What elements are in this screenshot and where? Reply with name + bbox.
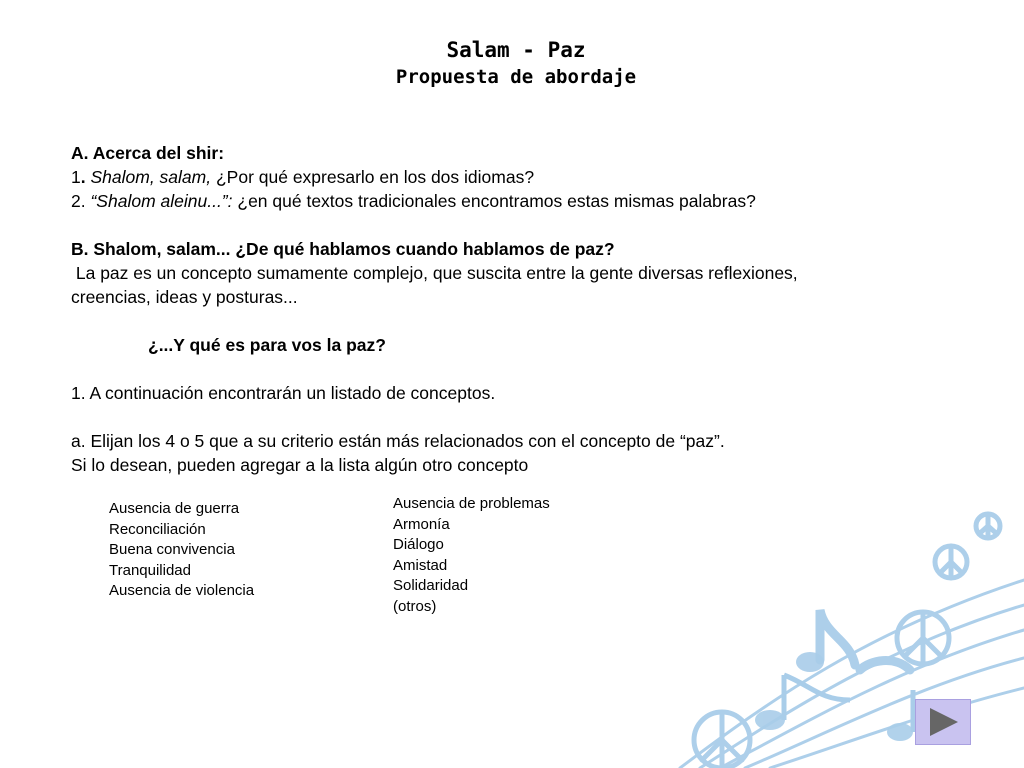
slide-content xyxy=(71,141,951,477)
concepts-list-right xyxy=(393,494,550,617)
section-a-item-2 xyxy=(71,189,951,213)
instruction-line-1: a. Elijan los 4 o 5 que a su criterio están más relacionados con el concepto de “paz”. xyxy=(71,431,725,451)
concept-item: Diálogo xyxy=(393,536,444,553)
slide-title-block xyxy=(0,36,1024,90)
section-a-item-1 xyxy=(71,165,951,189)
item-1-dot: . xyxy=(80,167,86,187)
slide-subtitle: Propuesta de abordaje xyxy=(395,66,637,88)
section-b-paragraph-line-1: La paz es un concepto sumamente complejo, que suscita entre la gente diversas reflexiones, xyxy=(71,263,798,283)
concept-item: Ausencia de guerra xyxy=(109,500,240,517)
section-a-heading: A. Acerca del shir: xyxy=(71,143,225,163)
next-slide-button[interactable] xyxy=(915,699,971,745)
concept-item: Amistad xyxy=(393,556,448,574)
peace-question: ¿...Y qué es para vos la paz? xyxy=(148,335,386,355)
item-2-text: ¿en qué textos tradicionales encontramos estas mismas palabras? xyxy=(237,191,756,211)
item-1-italic: Shalom, salam, xyxy=(90,167,212,187)
play-arrow-icon xyxy=(926,706,960,738)
concept-item: Reconciliación xyxy=(109,520,206,538)
item-1-text: ¿Por qué expresarlo en los dos idiomas? xyxy=(215,167,535,187)
concept-item: Tranquilidad xyxy=(109,561,191,579)
item-2-number: 2. xyxy=(71,191,86,211)
concept-item: Buena convivencia xyxy=(109,541,235,558)
concept-item: Ausencia de problemas xyxy=(393,495,550,512)
item-1-number: 1 xyxy=(71,167,81,187)
section-b-heading: B. Shalom, salam... ¿De qué hablamos cuando hablamos de paz? xyxy=(71,239,615,259)
concept-item: (otros) xyxy=(393,597,437,615)
slide-title: Salam - Paz xyxy=(446,38,586,62)
concept-item: Solidaridad xyxy=(393,577,469,594)
concept-item: Armonía xyxy=(393,515,450,533)
section-b-paragraph-line-2: creencias, ideas y posturas... xyxy=(71,287,298,307)
concepts-list-left xyxy=(109,499,254,602)
concept-item: Ausencia de violencia xyxy=(109,582,255,599)
item-2-italic: “Shalom aleinu...”: xyxy=(90,191,233,211)
step-1-text: 1. A continuación encontrarán un listado de conceptos. xyxy=(71,383,496,403)
instruction-line-2: Si lo desean, pueden agregar a la lista algún otro concepto xyxy=(71,455,529,475)
